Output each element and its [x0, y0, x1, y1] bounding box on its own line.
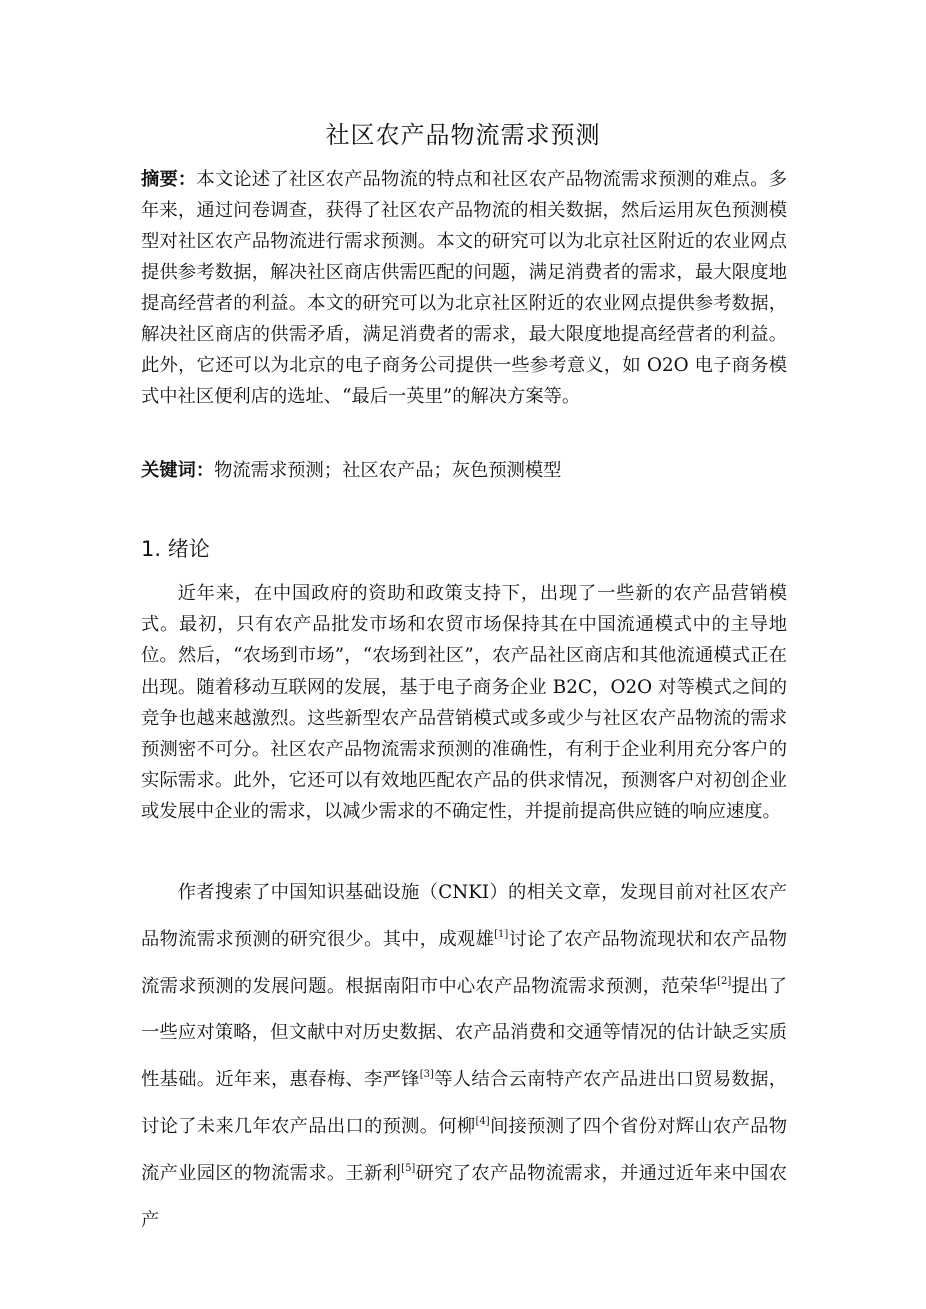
- citation-ref-5[interactable]: [5]: [401, 1162, 416, 1174]
- para2-text-1: 作者搜索了中国知识基础设施（CNKI）的相关文章，发现目前对社区农产品物流需求预测的研究很少。其中，成观雄: [141, 882, 787, 950]
- para2-text-4: 等人结合云南特产农产品进出口贸易数据，讨论了未来几年农产品出口的预测。何柳: [141, 1069, 788, 1137]
- paper-title: 社区农产品物流需求预测: [325, 121, 601, 149]
- para2-text-2: 讨论了农产品物流现状和农产品物流需求预测的发展问题。根据南阳市中心农产品物流需求预测，范荣华: [141, 928, 788, 997]
- abstract-label: 摘要：: [141, 169, 197, 190]
- para2-text-3: 提出了一些应对策略，但文献中对历史数据、农产品消费和交通等情况的估计缺乏实质性基础。近年来，惠春梅、李严锋: [141, 975, 787, 1091]
- citation-ref-4[interactable]: [4]: [475, 1115, 490, 1127]
- keywords: [141, 455, 787, 486]
- intro-paragraph-2: [141, 870, 787, 1244]
- citation-ref-1[interactable]: [1]: [494, 928, 509, 940]
- citation-ref-2[interactable]: [2]: [717, 975, 732, 987]
- intro-paragraph-1: 近年来，在中国政府的资助和政策支持下，出现了一些新的农产品营销模式。最初，只有农产品批发市场和农贸市场保持其在中国流通模式中的主导地位。然后，“农场到市场”，“农场到社区”，农产品社区商店和其他流通模式正在出现。随着移动互联网的发展，基于电子商务企业 B2C，O2O 对等模式之间的竞争也越来越激烈。这些新型农产品营销模式或多或少与社区农产品物流的需求预测密不可分。社区农产品物流需求预测的准确性，有利于企业利用充分客户的实际需求。此外，它还可以有效地匹配农产品的供求情况，预测客户对初创企业或发展中企业的需求，以减少需求的不确定性，并提前提高供应链的响应速度。: [141, 583, 787, 823]
- para2-text-6: 研究了农产品物流需求，并通过近年来中国农产: [141, 1162, 788, 1231]
- section-heading-introduction: 1. 绪论: [141, 537, 210, 561]
- keywords-text: 物流需求预测；社区农产品；灰色预测模型: [214, 460, 562, 481]
- para2-text-5: 间接预测了四个省份对辉山农产品物流产业园区的物流需求。王新利: [141, 1115, 788, 1184]
- citation-ref-3[interactable]: [3]: [419, 1069, 434, 1081]
- abstract-text: 本文论述了社区农产品物流的特点和社区农产品物流需求预测的难点。多年来，通过问卷调查，获得了社区农产品物流的相关数据，然后运用灰色预测模型对社区农产品物流进行需求预测。本文的研究可以为北京社区附近的农业网点提供参考数据，解决社区商店供需匹配的问题，满足消费者的需求，最大限度地提高经营者的利益。本文的研究可以为北京社区附近的农业网点提供参考数据，解决社区商店的供需矛盾，满足消费者的需求，最大限度地提高经营者的利益。此外，它还可以为北京的电子商务公司提供一些参考意义，如 O2O 电子商务模式中社区便利店的选址、“最后一英里”的解决方案等。: [141, 169, 788, 407]
- abstract: [141, 164, 787, 412]
- keywords-label: 关键词：: [141, 460, 215, 481]
